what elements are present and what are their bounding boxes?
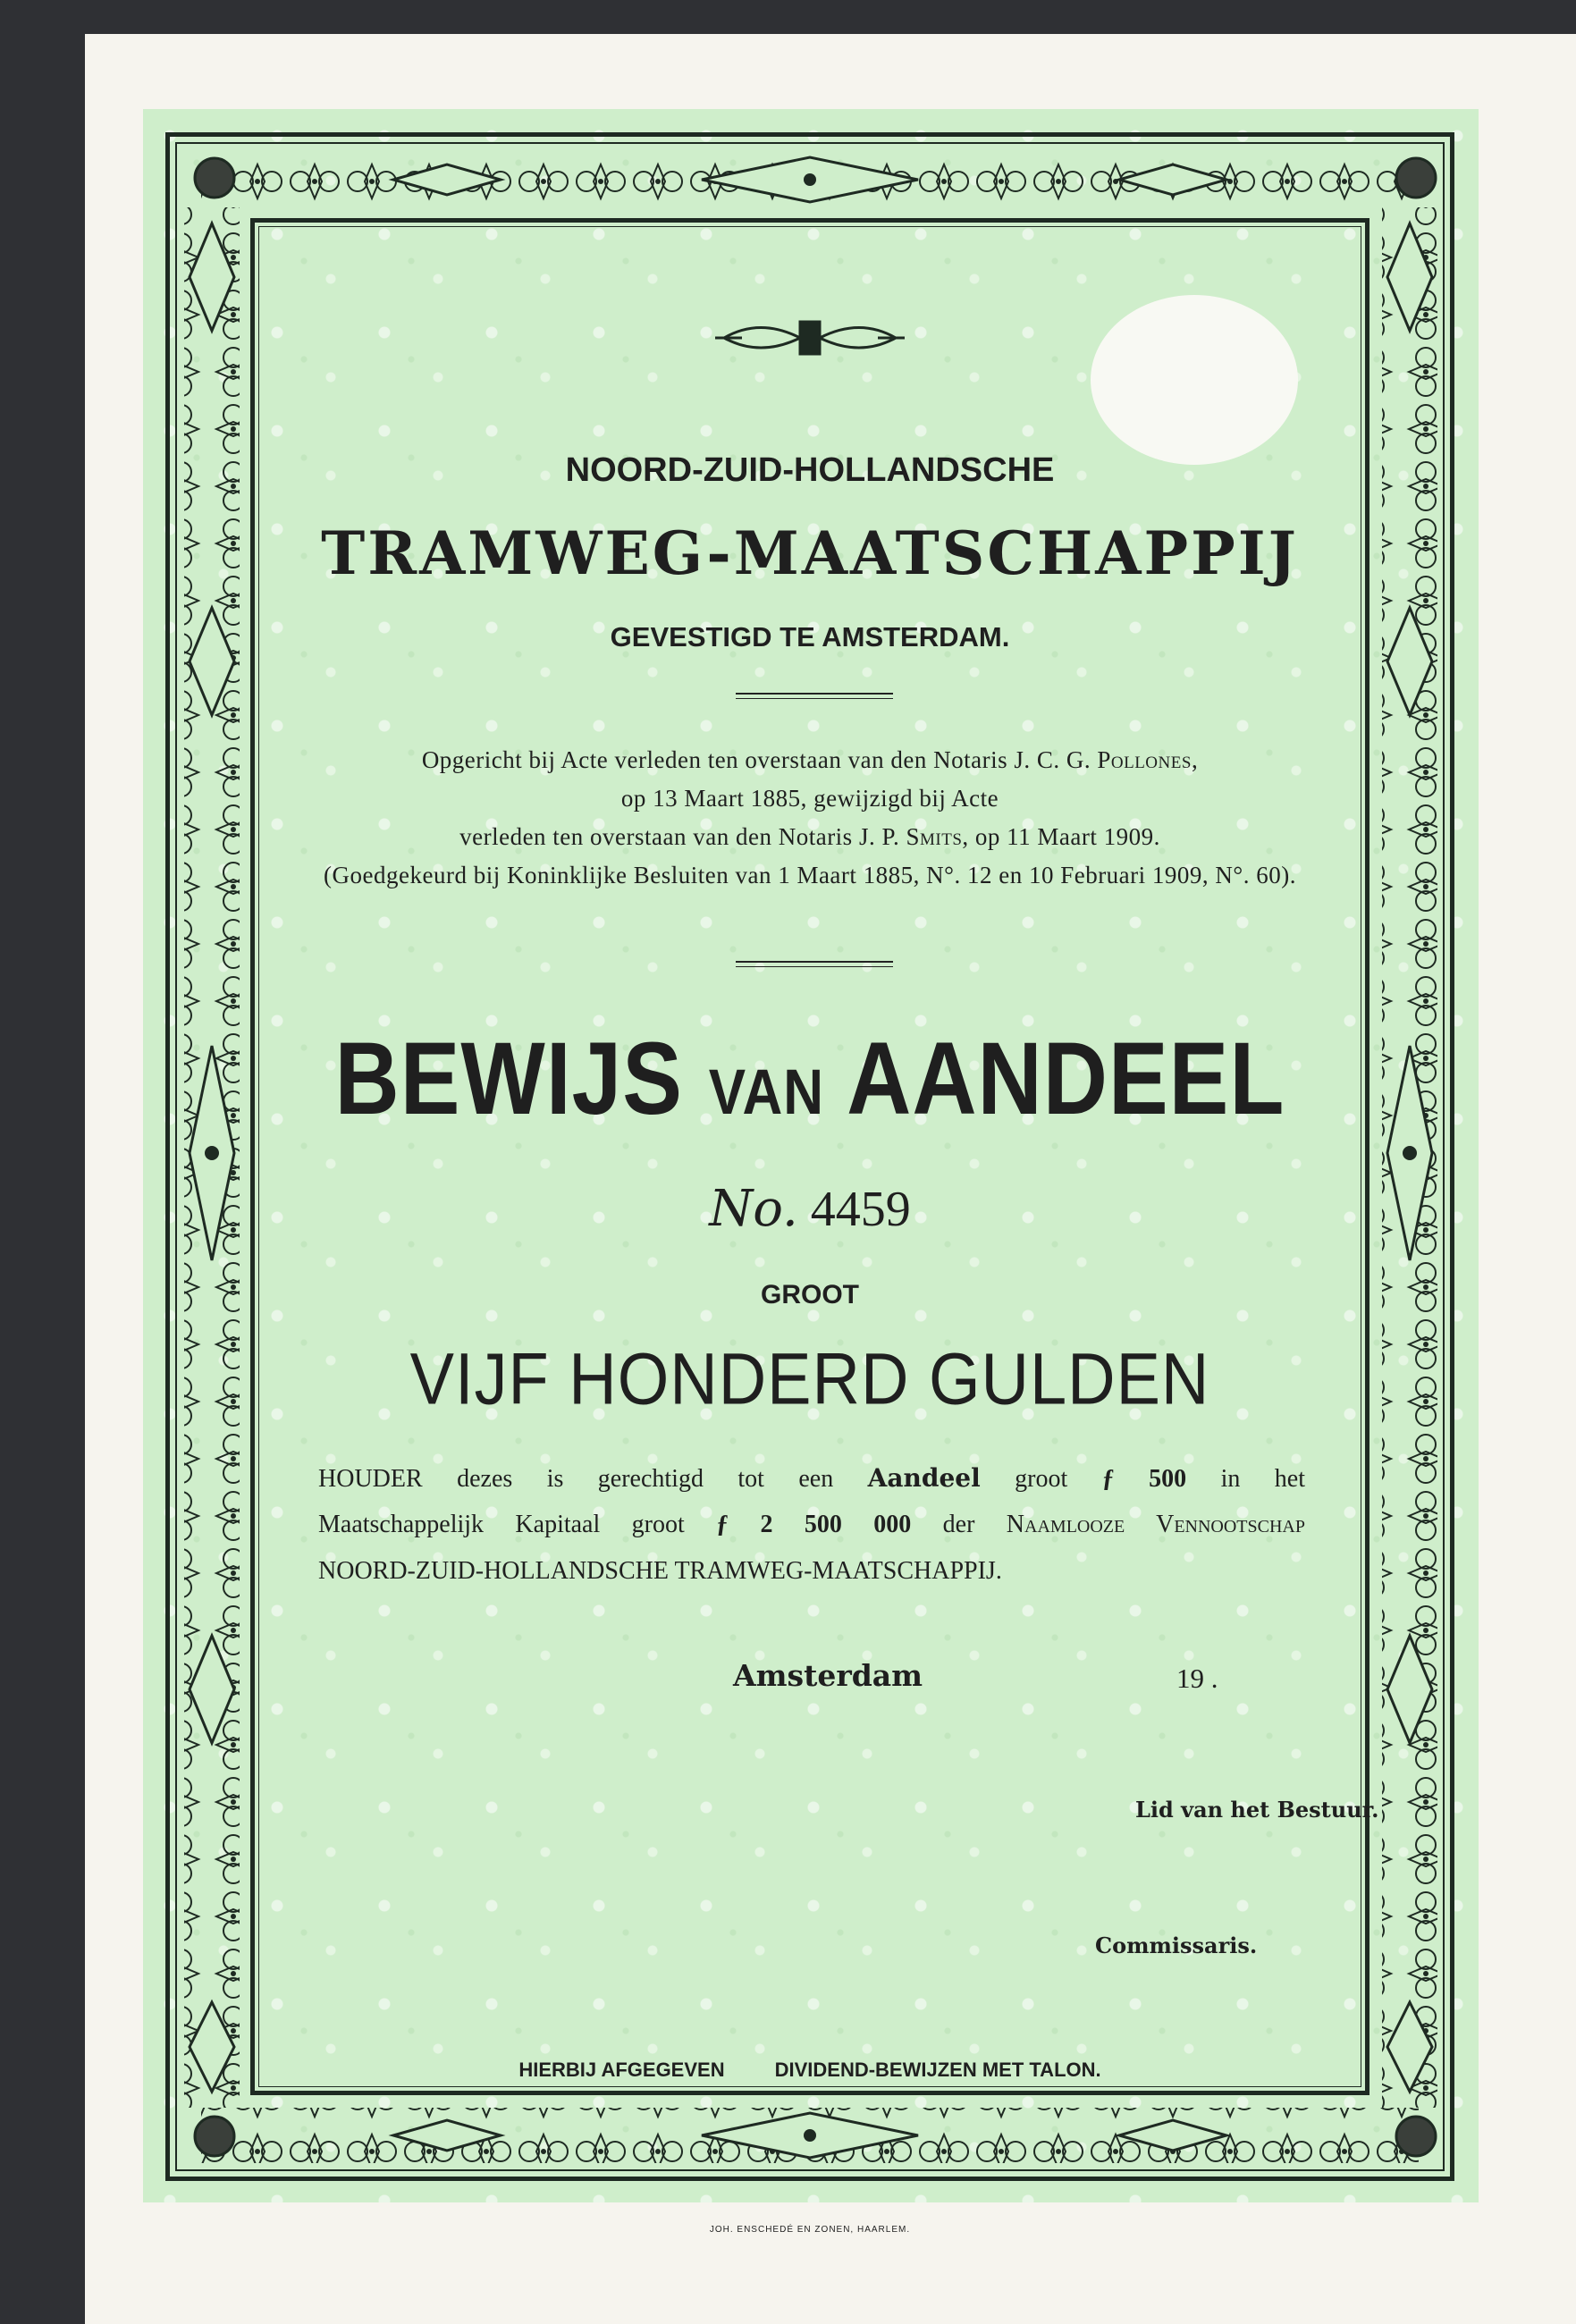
divider-rule-middle bbox=[736, 961, 893, 967]
founding-line2: op 13 Maart 1885, gewijzigd bij Acte bbox=[620, 785, 999, 812]
groot-label: GROOT bbox=[761, 1280, 859, 1309]
number-prefix: No. bbox=[709, 1180, 798, 1238]
founding-line3: verleden ten overstaan van den Notaris J. P. Smits, op 11 Maart 1909. bbox=[459, 823, 1160, 850]
signing-year: 19 . bbox=[1176, 1663, 1218, 1695]
commissioner-signature-label: Commissaris. bbox=[1095, 1932, 1258, 1958]
company-name-line2: TRAMWEG-MAATSCHAPPIJ bbox=[321, 518, 1299, 588]
terms-line3: NOORD-ZUID-HOLLANDSCHE TRAMWEG-MAATSCHAPPIJ. bbox=[318, 1557, 1002, 1585]
board-member-signature-label: Lid van het Bestuur. bbox=[1135, 1797, 1379, 1823]
number-value: 4459 bbox=[810, 1182, 911, 1237]
footer-note: HIERBIJ AFGEGEVEN DIVIDEND-BEWIJZEN MET TALON. bbox=[518, 2059, 1101, 2081]
terms-line1: HOUDER dezes is gerechtigd tot een Aandeel groot ƒ 500 in het bbox=[318, 1463, 1305, 1493]
certificate-title: BEWIJS VAN AANDEEL bbox=[334, 1021, 1285, 1137]
founding-line1: Opgericht bij Acte verleden ten overstaan van den Notaris J. C. G. Pollones, bbox=[421, 746, 1199, 773]
company-seat: GEVESTIGD TE AMSTERDAM. bbox=[610, 621, 1010, 653]
signing-place: Amsterdam bbox=[733, 1658, 923, 1693]
certificate-number bbox=[250, 1180, 1370, 1238]
printer-imprint: JOH. ENSCHEDÉ EN ZONEN, HAARLEM. bbox=[709, 2225, 911, 2235]
terms-line2: Maatschappelijk Kapitaal groot ƒ 2 500 000 der Naamlooze Vennootschap bbox=[318, 1511, 1305, 1538]
divider-rule-top bbox=[736, 693, 893, 699]
amount-in-words: VIJF HONDERD GULDEN bbox=[409, 1337, 1210, 1420]
founding-line4: (Goedgekeurd bij Koninklijke Besluiten van 1 Maart 1885, N°. 12 en 10 Februari 1909, N°. 60). bbox=[324, 862, 1296, 888]
company-name-line1: NOORD-ZUID-HOLLANDSCHE bbox=[565, 451, 1055, 489]
seal-blank-circle bbox=[1091, 295, 1298, 465]
